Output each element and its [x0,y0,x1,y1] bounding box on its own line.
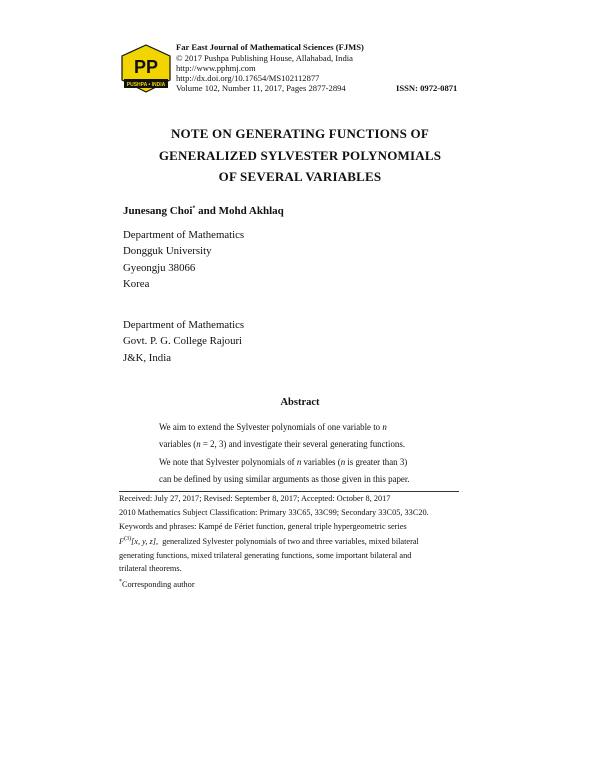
abstract-line: We aim to extend the Sylvester polynomials of one variable to n [159,422,387,432]
affiliation-1-line: Dongguk University [123,245,212,258]
journal-name: Far East Journal of Mathematical Sciences (FJMS) [176,42,364,52]
author-1: Junesang Choi [123,205,193,217]
affiliation-1 [123,227,244,293]
logo-mark: PP [133,57,159,77]
volume-line: Volume 102, Number 11, 2017, Pages 2877-2894 [176,83,346,93]
keywords-line: generating functions, mixed trilateral generating functions, some important bilateral and [119,551,412,560]
keywords-F-symbol: F [119,537,125,546]
author-line [123,205,284,217]
affiliation-2-line: Govt. P. G. College Rajouri [123,335,243,348]
doi-link[interactable]: http://dx.doi.org/10.17654/MS102112877 [176,73,320,83]
msc-classification: 2010 Mathematics Subject Classification: Primary 33C65, 33C99; Secondary 33C05, 33C20. [119,508,429,517]
abstract-line: We note that Sylvester polynomials of n variables (n is greater than 3) [159,456,408,467]
paper-title-line-1: NOTE ON GENERATING FUNCTIONS OF [170,126,430,141]
keywords-line: Keywords and phrases: Kampé de Fériet function, general triple hypergeometric series [119,522,407,531]
corresponding-author-note: *Corresponding author [119,579,195,589]
abstract-body [159,419,427,489]
affiliation-2 [123,317,244,366]
author-2: Mohd Akhlaq [218,205,284,217]
copyright-line: © 2017 Pushpa Publishing House, Allahabad, India [176,53,353,63]
issn: ISSN: 0972-0871 [396,83,458,93]
author-joiner: and [195,205,219,217]
publisher-logo [120,44,172,94]
corresponding-mark: * [192,205,196,212]
abstract-line: variables (n = 2, 3) and investigate their several generating functions. [159,439,406,450]
logo-ribbon: PUSHPA • INDIA [126,82,166,88]
website-link[interactable]: http://www.pphmj.com [176,63,256,73]
affiliation-2-line: J&K, India [123,351,171,364]
keywords-line: trilateral theorems. [119,564,182,573]
affiliation-1-line: Gyeongju 38066 [123,261,196,274]
affiliation-1-line: Department of Mathematics [123,229,245,241]
paper-title-line-3: OF SEVERAL VARIABLES [218,169,382,184]
paper-title-line-2: GENERALIZED SYLVESTER POLYNOMIALS [158,148,442,163]
abstract-heading: Abstract [280,397,320,408]
received-dates: Received: July 27, 2017; Revised: September 8, 2017; Accepted: October 8, 2017 [119,494,391,503]
keywords-line: $F^{(3)}[x$, y, z], generalized Sylvester polynomials of two and three variables, mixed bilateral [119,536,419,546]
affiliation-2-line: Department of Mathematics [123,319,245,331]
publisher-logo-icon [120,44,172,94]
abstract-line: can be defined by using similar arguments as those given in this paper. [159,474,410,485]
affiliation-1-line: Korea [123,278,150,291]
